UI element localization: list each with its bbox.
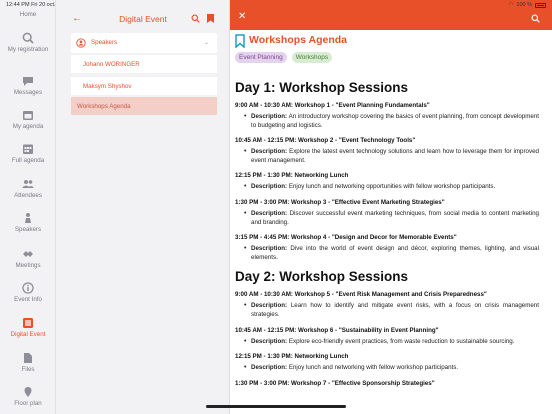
status-bar xyxy=(0,0,552,10)
tag-list xyxy=(235,52,332,63)
speakers-group-label: Speakers xyxy=(91,39,118,46)
chevron-down-icon: ⌄ xyxy=(203,40,209,46)
detail-view xyxy=(229,0,552,414)
session-description xyxy=(251,148,539,165)
back-arrow-icon[interactable]: ← xyxy=(72,13,82,24)
description-text: Enjoy lunch and networking opportunities with fellow workshop participants. xyxy=(288,183,496,191)
floor-plan-icon xyxy=(22,386,34,398)
nav-label-my-registration: My registration xyxy=(7,46,49,53)
session-slot: 10:45 AM - 12:15 PM: Workshop 6 - "Sustainability in Event Planning" xyxy=(235,326,439,334)
speakers-group-header[interactable] xyxy=(71,33,217,53)
nav-label-event-info: Event Info xyxy=(14,296,42,303)
nav-item-event-info[interactable] xyxy=(0,282,56,304)
speakers-icon xyxy=(22,212,34,224)
nav-label-full-agenda: Full agenda xyxy=(11,157,45,164)
nav-item-files[interactable] xyxy=(0,352,56,374)
info-icon xyxy=(22,282,34,294)
session-slot: 1:30 PM - 3:00 PM: Workshop 7 - "Effective Sponsorship Strategies" xyxy=(235,379,435,387)
home-indicator[interactable] xyxy=(206,405,346,408)
panel-title: Digital Event xyxy=(119,14,167,24)
nav-item-digital-event[interactable] xyxy=(0,317,56,339)
session-description xyxy=(251,302,539,319)
agenda-icon xyxy=(22,109,34,121)
nav-item-my-agenda[interactable] xyxy=(0,109,56,131)
status-time: 12:44 PM Fri 20 oct. xyxy=(6,2,56,8)
session-description xyxy=(251,113,539,130)
session-slot: 10:45 AM - 12:15 PM: Workshop 2 - "Event Technology Tools" xyxy=(235,137,416,145)
digital-event-panel xyxy=(57,0,229,414)
speaker-name: Maksym Shyshov xyxy=(83,83,132,90)
search-icon[interactable] xyxy=(531,14,540,23)
bookmark-icon[interactable] xyxy=(207,14,214,23)
attendees-icon xyxy=(22,178,34,190)
session-description xyxy=(251,245,539,262)
nav-item-home[interactable] xyxy=(0,11,56,19)
description-text: Discover successful event marketing techniques, from social media to content marketing and branding. xyxy=(251,209,539,226)
nav-item-floor-plan[interactable] xyxy=(0,386,56,408)
list-item-workshops-agenda[interactable] xyxy=(71,97,217,115)
detail-title: Workshops Agenda xyxy=(249,34,348,46)
search-icon[interactable] xyxy=(191,14,200,23)
speaker-name: Johann WORINGER xyxy=(83,61,140,68)
description-text: Learn how to identify and mitigate event risks, with a focus on crisis management strategies. xyxy=(251,302,539,318)
nav-label-home: Home xyxy=(19,11,37,18)
day-heading: Day 1: Workshop Sessions xyxy=(235,80,409,95)
calendar-icon xyxy=(22,143,34,155)
nav-item-full-agenda[interactable] xyxy=(0,143,56,165)
tag-workshops[interactable]: Workshops xyxy=(292,52,332,63)
qr-icon xyxy=(22,32,34,44)
nav-label-my-agenda: My agenda xyxy=(12,123,44,130)
meetings-icon xyxy=(22,248,34,260)
digital-event-icon xyxy=(22,317,34,329)
session-slot: 9:00 AM - 10:30 AM: Workshop 1 - "Event Planning Fundamentals" xyxy=(235,102,430,109)
description-text: Dive into the world of event design and décor, exploring themes, lighting, and visual elements. xyxy=(251,245,539,261)
description-label: Description: xyxy=(251,209,288,217)
nav-item-speakers[interactable] xyxy=(0,212,56,234)
day-heading: Day 2: Workshop Sessions xyxy=(235,269,409,285)
session-description xyxy=(251,210,539,227)
speakers-group-icon xyxy=(76,38,86,48)
nav-label-messages: Messages xyxy=(13,89,43,96)
session-description xyxy=(251,364,539,373)
session-slot: 9:00 AM - 10:30 AM: Workshop 5 - "Event Risk Management and Crisis Preparedness" xyxy=(235,291,487,299)
nav-label-floor-plan: Floor plan xyxy=(14,400,42,407)
nav-label-attendees: Attendees xyxy=(14,192,42,199)
bookmark-outline-icon[interactable] xyxy=(235,34,245,48)
side-nav xyxy=(0,0,56,414)
nav-item-messages[interactable] xyxy=(0,75,56,97)
description-label: Description: xyxy=(251,113,288,120)
nav-item-my-registration[interactable] xyxy=(0,32,56,54)
description-label: Description: xyxy=(251,364,288,372)
selected-item-label: Workshops Agenda xyxy=(77,103,131,110)
description-label: Description: xyxy=(251,302,288,310)
session-slot: 12:15 PM - 1:30 PM: Networking Lunch xyxy=(235,172,349,180)
description-text: Enjoy lunch and networking with fellow workshop participants. xyxy=(288,364,459,372)
list-item-speaker[interactable] xyxy=(71,55,217,73)
session-slot: 3:15 PM - 4:45 PM: Workshop 4 - "Design and Decor for Memorable Events" xyxy=(235,234,457,242)
description-label: Description: xyxy=(251,148,288,156)
list-item-speaker[interactable] xyxy=(71,77,217,95)
battery-percent: 100 % xyxy=(516,2,532,8)
close-icon[interactable]: ✕ xyxy=(238,11,247,22)
session-slot: 1:30 PM - 3:00 PM: Workshop 3 - "Effective Event Marketing Strategies" xyxy=(235,198,445,206)
agenda-body xyxy=(235,80,539,391)
description-label: Description: xyxy=(251,245,288,253)
status-right xyxy=(509,2,546,8)
nav-label-meetings: Meetings xyxy=(15,262,41,269)
description-text: Explore the latest event technology solutions and learn how to leverage them for improved event management. xyxy=(251,148,539,164)
panel-header xyxy=(57,10,229,30)
tag-event-planning[interactable]: Event Planning xyxy=(235,52,287,63)
nav-item-meetings[interactable] xyxy=(0,248,56,270)
nav-label-speakers: Speakers xyxy=(14,226,42,233)
messages-icon xyxy=(22,75,34,87)
description-label: Description: xyxy=(251,337,288,345)
session-slot: 12:15 PM - 1:30 PM: Networking Lunch xyxy=(235,353,349,361)
nav-label-digital-event: Digital Event xyxy=(10,331,46,338)
session-description xyxy=(251,183,539,192)
description-text: An introductory workshop covering the basics of event planning, from concept development to budgeting and logistics. xyxy=(251,113,539,129)
wifi-icon: ◠ xyxy=(508,2,514,8)
session-description xyxy=(251,338,539,347)
description-text: Explore eco-friendly event practices, from waste reduction to sustainable sourcing. xyxy=(288,337,515,345)
description-label: Description: xyxy=(251,183,288,191)
battery-icon xyxy=(535,3,546,8)
files-icon xyxy=(22,352,34,364)
nav-item-attendees[interactable] xyxy=(0,178,56,200)
nav-label-files: Files xyxy=(21,366,35,373)
